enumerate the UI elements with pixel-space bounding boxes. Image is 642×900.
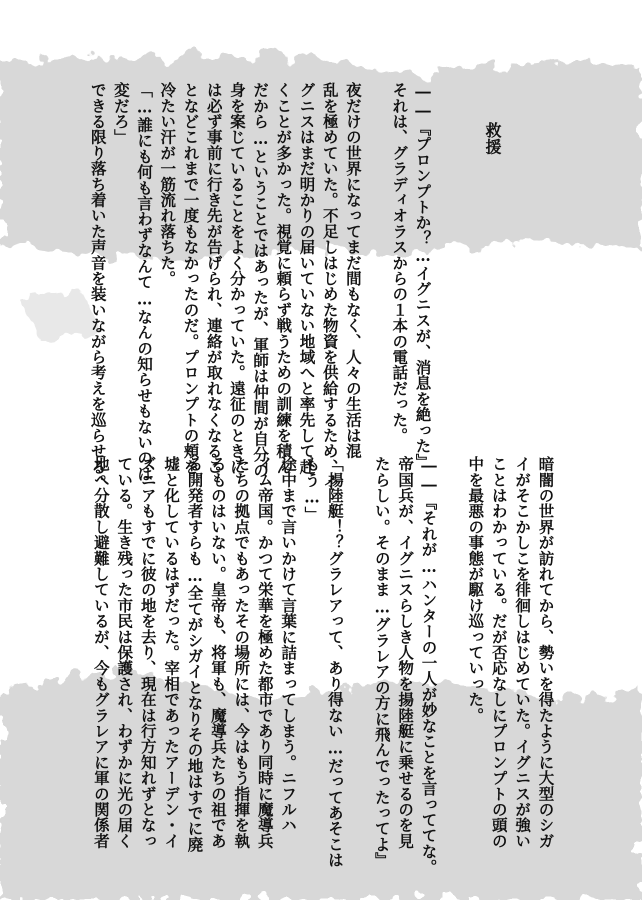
upper-text-line: 身を案じていることをよく分かっていた。遠征のときに bbox=[227, 82, 247, 475]
lower-text-line: 「揚陸艇！？グラレアって、あり得ない…だってあそこは bbox=[325, 456, 345, 868]
lower-text-line: もう…」 bbox=[302, 456, 322, 523]
lower-text-line: 帝国兵が、イグニスらしき人物を揚陸艇に乗せるのを見 bbox=[396, 456, 416, 849]
lower-text-line: ズニアもすでに彼の地を去り、現在は行方知れずとなっ bbox=[138, 456, 158, 849]
upper-text-line: グニスはまだ明かりの届いていない地域へと率先して赴 bbox=[297, 82, 317, 475]
upper-text-line: 「…誰にも何も言わずなんて…なんの知らせもないのは bbox=[135, 82, 155, 482]
upper-text-line: となどこれまで一度もなかったのだ。プロンプトの頬を bbox=[181, 82, 201, 475]
lower-text-line: ――『それが…ハンターの一人が妙なことを言っててな。 bbox=[419, 456, 439, 875]
page-title: 救援 bbox=[483, 122, 502, 155]
upper-text-line: 乱を極めていた。不足しはじめた物資を供給するため、イ bbox=[320, 82, 340, 491]
lower-text-line: イがそこかしこを徘徊しはじめていた。イグニスが強い bbox=[513, 456, 533, 849]
lower-text-line: ことはわかっている。だが否応なしにプロンプトの頭の bbox=[489, 456, 509, 849]
lower-text-line: ている。生き残った市民は保護され、わずかに光の届く bbox=[115, 456, 135, 849]
upper-text-line: くことが多かった。視覚に頼らず戦うための訓練を積ん bbox=[274, 82, 294, 475]
upper-text-line: だから…ということではあったが、軍師は仲間が自分の bbox=[251, 82, 271, 478]
upper-text-line: ――『プロンプトか？…イグニスが、消息を絶った』 bbox=[413, 82, 433, 470]
lower-text-line: たらしい。そのまま…グラレアの方に飛んでったってよ』 bbox=[372, 456, 392, 868]
upper-text-line: 夜だけの世界になってまだ間もなく、人々の生活は混 bbox=[343, 82, 363, 459]
lower-text-line: 途中まで言いかけて言葉に詰まってしまう。ニフルハ bbox=[279, 456, 299, 833]
upper-text-line: 冷たい汗が一筋流れ落ちた。 bbox=[158, 82, 178, 287]
lower-text-line: 暗闇の世界が訪れてから、勢いを得たように大型のシガ bbox=[536, 456, 556, 849]
lower-text-line: イム帝国。かつて栄華を極めた都市であり同時に魔導兵 bbox=[255, 456, 275, 849]
lower-text-line: るものはいない。皇帝も、将軍も、魔導兵たちの祖であ bbox=[208, 456, 228, 849]
upper-text-line: は必ず事前に行き先が告げられ、連絡が取れなくなるこ bbox=[204, 82, 224, 475]
upper-text-line: それは、グラディオラスからの１本の電話だった。 bbox=[390, 82, 410, 444]
lower-text-line: 墟と化しているはずだった。宰相であったアーデン・イ bbox=[162, 456, 182, 849]
upper-text-line: できる限り落ち着いた声音を装いながら考えを巡らせる。 bbox=[88, 82, 108, 491]
lower-text-line: たちの拠点でもあったその場所には、今はもう指揮を執 bbox=[232, 456, 252, 849]
lower-text-line: 中を最悪の事態が駆け巡っていった。 bbox=[466, 456, 486, 723]
upper-text-line: 変だろ」 bbox=[111, 82, 131, 145]
lower-text-line: る開発者すらも…全てがシガイとなりその地はすでに廃 bbox=[185, 456, 205, 852]
lower-text-line: 地へ分散し避難しているが、今もグラレアに軍の関係者 bbox=[91, 456, 111, 849]
